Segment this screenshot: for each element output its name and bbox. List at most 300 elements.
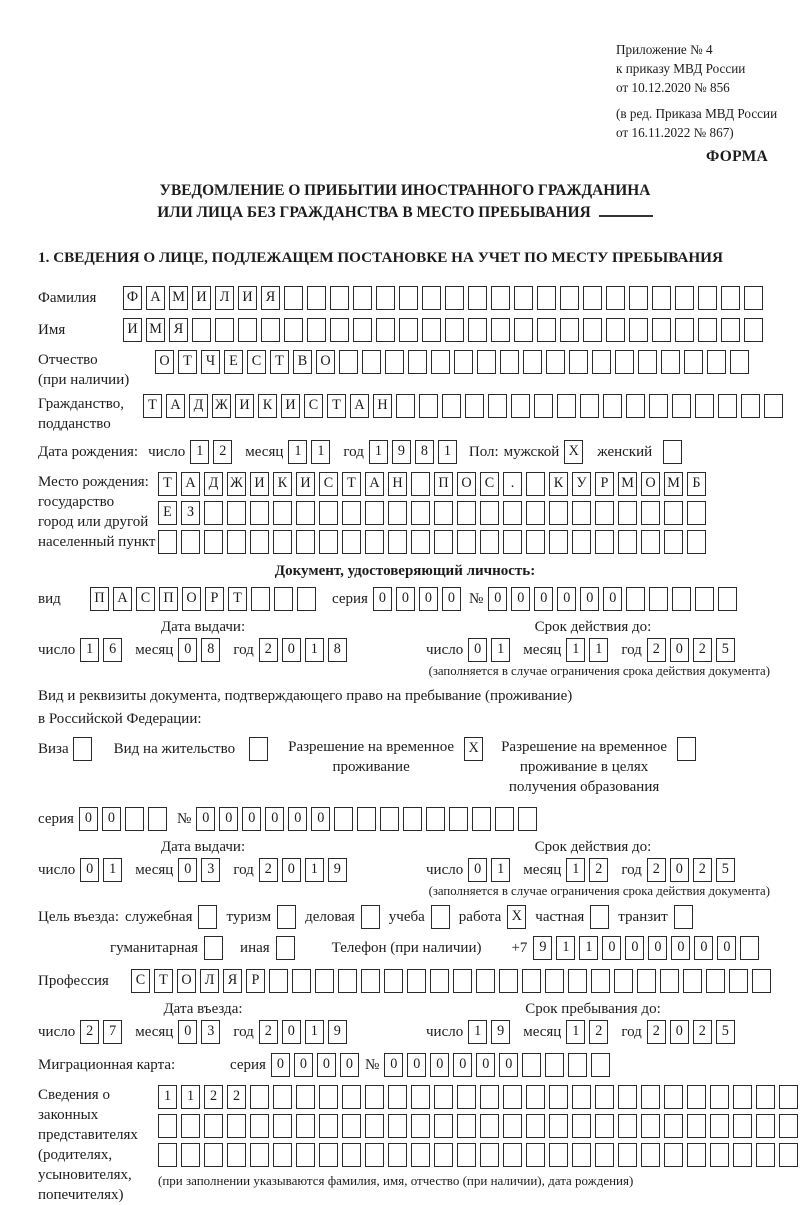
char-cell[interactable] <box>503 1143 522 1167</box>
char-cell[interactable] <box>721 286 740 310</box>
char-cell[interactable] <box>296 530 315 554</box>
char-cell[interactable] <box>664 1143 683 1167</box>
char-cell[interactable] <box>549 1114 568 1138</box>
char-cell[interactable] <box>615 350 634 374</box>
char-cell[interactable]: 2 <box>80 1020 99 1044</box>
char-cell[interactable] <box>273 501 292 525</box>
char-cell[interactable] <box>476 969 495 993</box>
char-cell[interactable] <box>695 394 714 418</box>
char-cell[interactable] <box>545 969 564 993</box>
char-cell[interactable] <box>477 350 496 374</box>
char-cell[interactable]: 0 <box>602 936 621 960</box>
char-cell[interactable] <box>591 969 610 993</box>
char-cell[interactable] <box>292 969 311 993</box>
char-cell[interactable]: Е <box>158 501 177 525</box>
option-visa-checkbox[interactable] <box>73 737 92 761</box>
char-cell[interactable]: 0 <box>178 1020 197 1044</box>
char-cell[interactable]: 7 <box>103 1020 122 1044</box>
char-cell[interactable] <box>664 501 683 525</box>
char-cell[interactable] <box>638 350 657 374</box>
char-cell[interactable] <box>491 318 510 342</box>
char-cell[interactable] <box>388 1085 407 1109</box>
char-cell[interactable] <box>695 587 714 611</box>
char-cell[interactable] <box>537 286 556 310</box>
char-cell[interactable] <box>342 1085 361 1109</box>
char-cell[interactable] <box>411 501 430 525</box>
char-cell[interactable] <box>480 530 499 554</box>
char-cell[interactable]: Е <box>224 350 243 374</box>
char-cell[interactable]: Т <box>327 394 346 418</box>
char-cell[interactable]: 2 <box>259 858 278 882</box>
char-cell[interactable]: И <box>235 394 254 418</box>
char-cell[interactable]: 0 <box>468 638 487 662</box>
char-cell[interactable]: В <box>293 350 312 374</box>
purpose-transit-checkbox[interactable] <box>674 905 693 929</box>
char-cell[interactable] <box>652 318 671 342</box>
char-cell[interactable] <box>419 394 438 418</box>
char-cell[interactable] <box>227 1114 246 1138</box>
char-cell[interactable]: О <box>641 472 660 496</box>
char-cell[interactable] <box>641 1085 660 1109</box>
char-cell[interactable]: 0 <box>670 1020 689 1044</box>
char-cell[interactable] <box>503 1085 522 1109</box>
char-cell[interactable] <box>572 1085 591 1109</box>
char-cell[interactable] <box>204 501 223 525</box>
char-cell[interactable]: 0 <box>396 587 415 611</box>
char-cell[interactable]: И <box>281 394 300 418</box>
char-cell[interactable]: 0 <box>384 1053 403 1077</box>
char-cell[interactable] <box>488 394 507 418</box>
char-cell[interactable]: 1 <box>305 858 324 882</box>
char-cell[interactable]: 0 <box>671 936 690 960</box>
char-cell[interactable]: 9 <box>533 936 552 960</box>
char-cell[interactable] <box>125 807 144 831</box>
char-cell[interactable] <box>710 1085 729 1109</box>
char-cell[interactable] <box>499 969 518 993</box>
char-cell[interactable] <box>227 530 246 554</box>
char-cell[interactable]: 1 <box>80 638 99 662</box>
char-cell[interactable] <box>430 969 449 993</box>
char-cell[interactable]: И <box>238 286 257 310</box>
char-cell[interactable]: Б <box>687 472 706 496</box>
char-cell[interactable] <box>284 318 303 342</box>
char-cell[interactable] <box>626 394 645 418</box>
char-cell[interactable]: 9 <box>328 1020 347 1044</box>
purpose-humanitarian-checkbox[interactable] <box>204 936 223 960</box>
char-cell[interactable]: 2 <box>647 858 666 882</box>
char-cell[interactable] <box>534 394 553 418</box>
char-cell[interactable]: 0 <box>511 587 530 611</box>
char-cell[interactable] <box>273 1114 292 1138</box>
char-cell[interactable]: 2 <box>227 1085 246 1109</box>
char-cell[interactable]: 1 <box>566 1020 585 1044</box>
char-cell[interactable]: С <box>136 587 155 611</box>
char-cell[interactable] <box>434 501 453 525</box>
sex-female-checkbox[interactable] <box>663 440 682 464</box>
char-cell[interactable]: 1 <box>589 638 608 662</box>
char-cell[interactable]: 1 <box>305 638 324 662</box>
char-cell[interactable]: 0 <box>648 936 667 960</box>
char-cell[interactable]: 3 <box>201 1020 220 1044</box>
char-cell[interactable]: 9 <box>392 440 411 464</box>
char-cell[interactable] <box>250 1143 269 1167</box>
char-cell[interactable] <box>453 969 472 993</box>
purpose-other-checkbox[interactable] <box>276 936 295 960</box>
char-cell[interactable] <box>399 318 418 342</box>
purpose-tourism-checkbox[interactable] <box>277 905 296 929</box>
char-cell[interactable] <box>618 1143 637 1167</box>
char-cell[interactable] <box>158 530 177 554</box>
char-cell[interactable]: Т <box>154 969 173 993</box>
char-cell[interactable]: 5 <box>716 638 735 662</box>
char-cell[interactable]: 6 <box>103 638 122 662</box>
char-cell[interactable] <box>297 587 316 611</box>
char-cell[interactable]: П <box>90 587 109 611</box>
purpose-business-checkbox[interactable] <box>198 905 217 929</box>
char-cell[interactable] <box>296 1143 315 1167</box>
char-cell[interactable] <box>684 350 703 374</box>
char-cell[interactable]: 0 <box>670 858 689 882</box>
char-cell[interactable] <box>698 286 717 310</box>
char-cell[interactable] <box>449 807 468 831</box>
char-cell[interactable]: 9 <box>328 858 347 882</box>
char-cell[interactable]: 3 <box>201 858 220 882</box>
char-cell[interactable] <box>457 1085 476 1109</box>
char-cell[interactable] <box>641 1143 660 1167</box>
char-cell[interactable] <box>572 501 591 525</box>
char-cell[interactable] <box>698 318 717 342</box>
char-cell[interactable]: Д <box>204 472 223 496</box>
char-cell[interactable] <box>522 969 541 993</box>
char-cell[interactable] <box>660 969 679 993</box>
char-cell[interactable]: 0 <box>476 1053 495 1077</box>
char-cell[interactable] <box>526 1143 545 1167</box>
char-cell[interactable] <box>319 1085 338 1109</box>
char-cell[interactable] <box>503 1114 522 1138</box>
char-cell[interactable] <box>549 1085 568 1109</box>
char-cell[interactable] <box>518 807 537 831</box>
char-cell[interactable] <box>687 1143 706 1167</box>
char-cell[interactable]: О <box>177 969 196 993</box>
char-cell[interactable]: 2 <box>693 1020 712 1044</box>
char-cell[interactable] <box>618 1114 637 1138</box>
char-cell[interactable] <box>546 350 565 374</box>
char-cell[interactable] <box>583 286 602 310</box>
char-cell[interactable]: К <box>549 472 568 496</box>
sex-male-checkbox[interactable]: X <box>564 440 583 464</box>
char-cell[interactable] <box>261 318 280 342</box>
char-cell[interactable] <box>457 530 476 554</box>
char-cell[interactable]: 0 <box>625 936 644 960</box>
char-cell[interactable] <box>744 286 763 310</box>
char-cell[interactable] <box>733 1143 752 1167</box>
char-cell[interactable]: Н <box>388 472 407 496</box>
char-cell[interactable]: 0 <box>79 807 98 831</box>
char-cell[interactable]: 0 <box>311 807 330 831</box>
option-temp-residence-edu-checkbox[interactable] <box>677 737 696 761</box>
char-cell[interactable]: 1 <box>438 440 457 464</box>
char-cell[interactable]: З <box>181 501 200 525</box>
char-cell[interactable]: А <box>166 394 185 418</box>
char-cell[interactable]: 8 <box>328 638 347 662</box>
char-cell[interactable] <box>744 318 763 342</box>
char-cell[interactable]: 2 <box>589 858 608 882</box>
char-cell[interactable]: 9 <box>491 1020 510 1044</box>
char-cell[interactable] <box>672 394 691 418</box>
char-cell[interactable] <box>641 1114 660 1138</box>
char-cell[interactable] <box>568 969 587 993</box>
char-cell[interactable] <box>338 969 357 993</box>
char-cell[interactable] <box>756 1085 775 1109</box>
char-cell[interactable] <box>342 1143 361 1167</box>
char-cell[interactable]: 8 <box>415 440 434 464</box>
char-cell[interactable] <box>707 350 726 374</box>
char-cell[interactable]: О <box>155 350 174 374</box>
char-cell[interactable]: 0 <box>694 936 713 960</box>
char-cell[interactable] <box>274 587 293 611</box>
char-cell[interactable] <box>431 350 450 374</box>
char-cell[interactable]: 0 <box>196 807 215 831</box>
char-cell[interactable]: 1 <box>556 936 575 960</box>
char-cell[interactable] <box>342 1114 361 1138</box>
char-cell[interactable] <box>549 1143 568 1167</box>
char-cell[interactable] <box>649 587 668 611</box>
char-cell[interactable] <box>537 318 556 342</box>
char-cell[interactable]: А <box>181 472 200 496</box>
char-cell[interactable] <box>204 1114 223 1138</box>
char-cell[interactable] <box>376 318 395 342</box>
char-cell[interactable] <box>480 501 499 525</box>
char-cell[interactable]: У <box>572 472 591 496</box>
char-cell[interactable] <box>687 1114 706 1138</box>
char-cell[interactable] <box>158 1114 177 1138</box>
char-cell[interactable] <box>652 286 671 310</box>
char-cell[interactable] <box>629 286 648 310</box>
char-cell[interactable] <box>637 969 656 993</box>
char-cell[interactable] <box>457 1114 476 1138</box>
char-cell[interactable] <box>664 1114 683 1138</box>
char-cell[interactable]: 1 <box>579 936 598 960</box>
char-cell[interactable] <box>472 807 491 831</box>
char-cell[interactable]: А <box>350 394 369 418</box>
char-cell[interactable] <box>204 1143 223 1167</box>
char-cell[interactable] <box>583 318 602 342</box>
char-cell[interactable] <box>557 394 576 418</box>
char-cell[interactable]: 0 <box>282 638 301 662</box>
char-cell[interactable] <box>273 1085 292 1109</box>
char-cell[interactable]: Л <box>215 286 234 310</box>
char-cell[interactable] <box>181 1114 200 1138</box>
char-cell[interactable] <box>457 501 476 525</box>
char-cell[interactable] <box>408 350 427 374</box>
char-cell[interactable]: 1 <box>491 858 510 882</box>
char-cell[interactable] <box>779 1143 798 1167</box>
char-cell[interactable]: Д <box>189 394 208 418</box>
char-cell[interactable] <box>319 501 338 525</box>
char-cell[interactable] <box>572 1114 591 1138</box>
char-cell[interactable] <box>526 472 545 496</box>
char-cell[interactable] <box>315 969 334 993</box>
char-cell[interactable] <box>721 318 740 342</box>
char-cell[interactable] <box>342 530 361 554</box>
char-cell[interactable] <box>626 587 645 611</box>
char-cell[interactable] <box>468 286 487 310</box>
char-cell[interactable] <box>687 1085 706 1109</box>
char-cell[interactable] <box>204 530 223 554</box>
char-cell[interactable]: Т <box>158 472 177 496</box>
char-cell[interactable] <box>342 501 361 525</box>
char-cell[interactable] <box>227 501 246 525</box>
char-cell[interactable]: 0 <box>282 858 301 882</box>
char-cell[interactable]: 0 <box>557 587 576 611</box>
char-cell[interactable]: М <box>169 286 188 310</box>
char-cell[interactable] <box>591 1053 610 1077</box>
char-cell[interactable] <box>296 1114 315 1138</box>
char-cell[interactable] <box>250 501 269 525</box>
char-cell[interactable] <box>388 530 407 554</box>
char-cell[interactable] <box>480 1143 499 1167</box>
char-cell[interactable]: Н <box>373 394 392 418</box>
char-cell[interactable]: 0 <box>271 1053 290 1077</box>
char-cell[interactable]: 0 <box>219 807 238 831</box>
char-cell[interactable] <box>454 350 473 374</box>
char-cell[interactable] <box>511 394 530 418</box>
char-cell[interactable]: М <box>618 472 637 496</box>
char-cell[interactable] <box>706 969 725 993</box>
char-cell[interactable] <box>480 1085 499 1109</box>
char-cell[interactable] <box>545 1053 564 1077</box>
char-cell[interactable]: 1 <box>190 440 209 464</box>
char-cell[interactable] <box>148 807 167 831</box>
char-cell[interactable]: 0 <box>265 807 284 831</box>
char-cell[interactable] <box>250 1114 269 1138</box>
char-cell[interactable]: Р <box>205 587 224 611</box>
char-cell[interactable] <box>503 530 522 554</box>
char-cell[interactable]: П <box>159 587 178 611</box>
char-cell[interactable]: 2 <box>647 638 666 662</box>
char-cell[interactable]: 0 <box>430 1053 449 1077</box>
char-cell[interactable]: А <box>365 472 384 496</box>
char-cell[interactable] <box>733 1114 752 1138</box>
char-cell[interactable] <box>422 318 441 342</box>
char-cell[interactable]: 2 <box>693 858 712 882</box>
char-cell[interactable] <box>307 318 326 342</box>
char-cell[interactable] <box>764 394 783 418</box>
char-cell[interactable]: 2 <box>259 638 278 662</box>
char-cell[interactable]: Р <box>246 969 265 993</box>
char-cell[interactable] <box>457 1143 476 1167</box>
char-cell[interactable]: 1 <box>311 440 330 464</box>
char-cell[interactable] <box>380 807 399 831</box>
char-cell[interactable]: И <box>192 286 211 310</box>
char-cell[interactable]: Л <box>200 969 219 993</box>
char-cell[interactable] <box>580 394 599 418</box>
char-cell[interactable] <box>503 501 522 525</box>
char-cell[interactable]: 0 <box>670 638 689 662</box>
char-cell[interactable] <box>362 350 381 374</box>
char-cell[interactable] <box>357 807 376 831</box>
char-cell[interactable]: Я <box>223 969 242 993</box>
char-cell[interactable] <box>442 394 461 418</box>
char-cell[interactable]: Р <box>595 472 614 496</box>
char-cell[interactable] <box>687 501 706 525</box>
char-cell[interactable] <box>523 350 542 374</box>
char-cell[interactable] <box>361 969 380 993</box>
char-cell[interactable]: 0 <box>294 1053 313 1077</box>
char-cell[interactable] <box>365 501 384 525</box>
char-cell[interactable] <box>629 318 648 342</box>
char-cell[interactable] <box>718 587 737 611</box>
char-cell[interactable]: 0 <box>717 936 736 960</box>
char-cell[interactable]: 0 <box>340 1053 359 1077</box>
char-cell[interactable] <box>595 530 614 554</box>
char-cell[interactable]: И <box>250 472 269 496</box>
char-cell[interactable]: 1 <box>468 1020 487 1044</box>
char-cell[interactable] <box>592 350 611 374</box>
char-cell[interactable] <box>718 394 737 418</box>
char-cell[interactable] <box>687 530 706 554</box>
char-cell[interactable] <box>296 1085 315 1109</box>
char-cell[interactable] <box>572 1143 591 1167</box>
char-cell[interactable] <box>595 1114 614 1138</box>
char-cell[interactable] <box>434 530 453 554</box>
char-cell[interactable]: Т <box>342 472 361 496</box>
char-cell[interactable] <box>603 394 622 418</box>
char-cell[interactable] <box>618 1085 637 1109</box>
char-cell[interactable]: 1 <box>158 1085 177 1109</box>
char-cell[interactable]: Ф <box>123 286 142 310</box>
char-cell[interactable] <box>618 501 637 525</box>
char-cell[interactable] <box>641 501 660 525</box>
char-cell[interactable] <box>491 286 510 310</box>
char-cell[interactable]: И <box>123 318 142 342</box>
char-cell[interactable]: 1 <box>491 638 510 662</box>
char-cell[interactable]: 2 <box>204 1085 223 1109</box>
char-cell[interactable] <box>330 318 349 342</box>
char-cell[interactable] <box>683 969 702 993</box>
char-cell[interactable] <box>779 1114 798 1138</box>
char-cell[interactable] <box>572 530 591 554</box>
char-cell[interactable] <box>595 1143 614 1167</box>
char-cell[interactable] <box>733 1085 752 1109</box>
char-cell[interactable]: 0 <box>282 1020 301 1044</box>
char-cell[interactable] <box>445 318 464 342</box>
char-cell[interactable] <box>339 350 358 374</box>
char-cell[interactable]: 0 <box>534 587 553 611</box>
char-cell[interactable]: 8 <box>201 638 220 662</box>
char-cell[interactable] <box>549 501 568 525</box>
char-cell[interactable] <box>426 807 445 831</box>
char-cell[interactable] <box>384 969 403 993</box>
char-cell[interactable] <box>319 530 338 554</box>
char-cell[interactable] <box>741 394 760 418</box>
char-cell[interactable] <box>365 1114 384 1138</box>
char-cell[interactable] <box>752 969 771 993</box>
char-cell[interactable]: Ч <box>201 350 220 374</box>
char-cell[interactable] <box>568 1053 587 1077</box>
char-cell[interactable]: 1 <box>566 638 585 662</box>
char-cell[interactable] <box>526 1114 545 1138</box>
char-cell[interactable]: 2 <box>213 440 232 464</box>
char-cell[interactable] <box>595 1085 614 1109</box>
char-cell[interactable]: М <box>146 318 165 342</box>
char-cell[interactable] <box>296 501 315 525</box>
char-cell[interactable] <box>560 286 579 310</box>
char-cell[interactable]: 0 <box>453 1053 472 1077</box>
purpose-work-checkbox[interactable]: X <box>507 905 526 929</box>
purpose-commercial-checkbox[interactable] <box>361 905 380 929</box>
char-cell[interactable] <box>560 318 579 342</box>
